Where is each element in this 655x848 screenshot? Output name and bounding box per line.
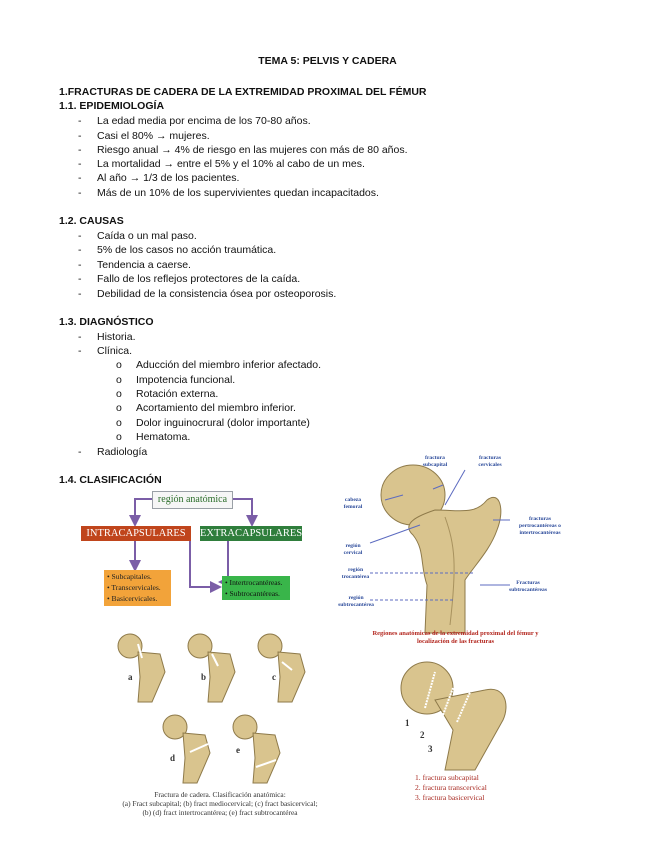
figure-letter-d: d — [170, 753, 176, 763]
subsection-heading-diagnostico: 1.3. DIAGNÓSTICO — [59, 316, 154, 328]
list-item: - Radiología — [78, 446, 148, 458]
sub-list-item: o Hematoma. — [116, 431, 191, 443]
sub-list-item: o Aducción del miembro inferior afectado. — [116, 359, 322, 371]
list-item: - Riesgo anual → 4% de riesgo en las mujeres con más de 80 años. — [78, 144, 408, 156]
sub-list-item: o Dolor inguinocrural (dolor importante) — [116, 417, 310, 429]
label-subtrocantereas: Fracturas subtrocantéreas — [508, 580, 547, 593]
label-cabeza-femoral: cabeza femoral — [343, 497, 363, 510]
list-item: - Más de un 10% de los supervivientes quedan incapacitados. — [78, 187, 379, 199]
page-title: TEMA 5: PELVIS Y CADERA — [258, 55, 397, 67]
figure-number-2: 2 — [420, 730, 425, 740]
figure-letter-b: b — [201, 672, 207, 682]
extracapsular-box: EXTRACAPSULARES — [200, 528, 303, 539]
intracapsular-items: • Subcapitales. • Transcervicales. • Basicervicales. — [104, 570, 171, 606]
sub-list-item: o Impotencia funcional. — [116, 374, 236, 386]
list-item: - Casi el 80% → mujeres. — [78, 130, 210, 142]
label-cervicales: fracturas cervicales — [478, 455, 502, 468]
intracapsular-box: INTRACAPSULARES — [81, 526, 191, 541]
subsection-heading-clasificacion: 1.4. CLASIFICACIÓN — [59, 474, 162, 486]
figure-number-1: 1 — [405, 718, 410, 728]
femur-fracture-types-illustration — [110, 632, 320, 787]
list-item: - Clínica. — [78, 345, 133, 357]
fracture-figure-caption: Fractura de cadera. Clasificación anatómica: (a) Fract subcapital; (b) fract mediocervical; (c) fract basicervical; (b) (d) fract intertrocantérea; (e) fract subtrocantérea — [122, 790, 318, 817]
list-item: - 5% de los casos no acción traumática. — [78, 244, 277, 256]
list-item: - La mortalidad → entre el 5% y el 10% al cabo de un mes. — [78, 158, 365, 170]
diagram-root-box: región anatómica — [152, 491, 233, 509]
label-region-trocanterea: región trocantérea — [341, 567, 370, 580]
subsection-heading-causas: 1.2. CAUSAS — [59, 215, 124, 227]
anatomy-caption: Regiones anatómicas de la extremidad proximal del fémur y localización de las fracturas — [372, 630, 539, 645]
list-item: - Caída o un mal paso. — [78, 230, 197, 242]
subsection-heading-epidemiologia: 1.1. EPIDEMIOLOGÍA — [59, 100, 165, 112]
label-region-cervical: región cervical — [343, 543, 363, 556]
list-item: - Tendencia a caerse. — [78, 259, 191, 271]
label-region-subtrocanterea: región subtrocantérea — [338, 595, 374, 608]
list-item: - Al año → 1/3 de los pacientes. — [78, 172, 240, 184]
figure-letter-e: e — [236, 745, 240, 755]
sub-list-item: o Acortamiento del miembro inferior. — [116, 402, 296, 414]
list-item: - La edad media por encima de los 70-80 años. — [78, 115, 311, 127]
label-pertrocantereas: fracturas pertrocantéreas o intertrocantéreas — [519, 516, 561, 536]
extracapsular-items: • Intertrocantéreas. • Subtrocantéreas. — [222, 576, 290, 600]
figure-letter-a: a — [128, 672, 133, 682]
list-item: - Historia. — [78, 331, 136, 343]
figure-letter-c: c — [272, 672, 276, 682]
label-subcapital: fractura subcapital — [422, 455, 448, 468]
femur-neck-fractures-illustration — [395, 660, 515, 772]
fracture-number-legend: 1. fractura subcapital 2. fractura transcervical 3. fractura basicervical — [415, 773, 487, 802]
sub-list-item: o Rotación externa. — [116, 388, 219, 400]
section-heading: 1.FRACTURAS DE CADERA DE LA EXTREMIDAD PROXIMAL DEL FÉMUR — [59, 86, 427, 98]
list-item: - Debilidad de la consistencia ósea por osteoporosis. — [78, 288, 337, 300]
figure-number-3: 3 — [428, 744, 433, 754]
list-item: - Fallo de los reflejos protectores de la caída. — [78, 273, 301, 285]
